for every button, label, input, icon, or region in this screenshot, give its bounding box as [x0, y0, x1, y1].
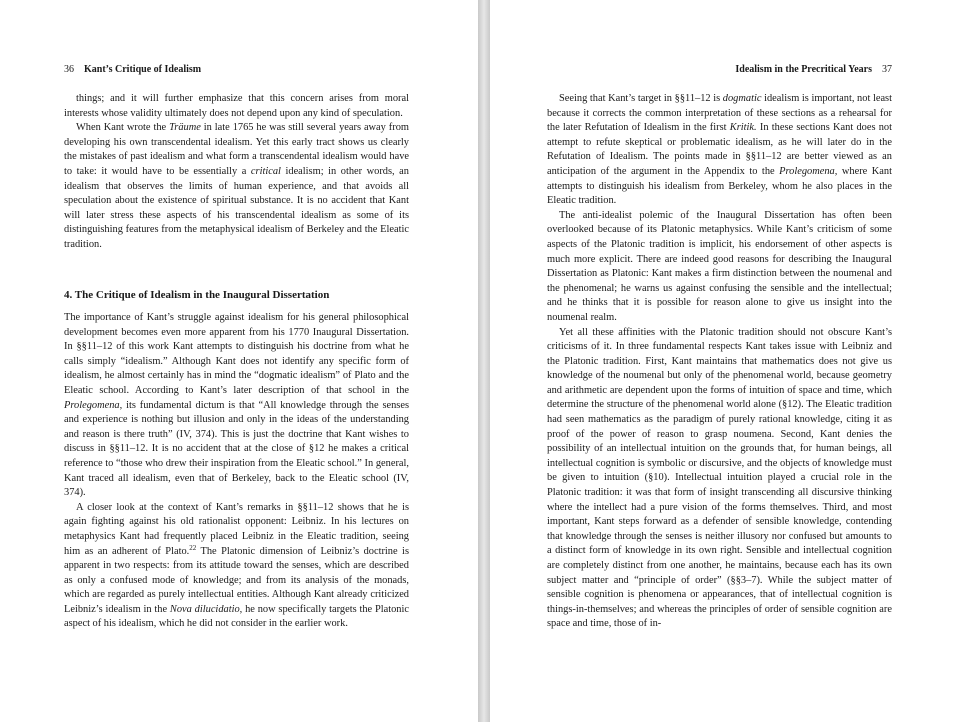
left-page-number: 36 — [64, 64, 74, 75]
right-text-block — [547, 92, 892, 632]
right-running-title: Idealism in the Precritical Years — [735, 64, 872, 75]
section-heading: 4. The Critique of Idealism in the Inaugural Dissertation — [64, 289, 330, 301]
left-text-block-1 — [64, 92, 409, 253]
right-page — [490, 0, 968, 722]
left-text-block-2 — [64, 311, 409, 632]
footnote-marker: 22 — [189, 543, 197, 552]
left-running-head — [64, 64, 201, 75]
paragraph: Yet all these affinities with the Platonic tradition should not obscure Kant’s criticisms of it. In three fundamental respects Kant takes issue with Leibniz and the Platonic tradition. First, Kant maintains that mathematics does not give us knowledge of the noumenal but only of the phenomenal world, because geometry and arithmetic are dependent upon the forms of intuition of space and time, which determine the structure of the phenomenal world alone (§12). The Eleatic tradition had seen mathematics as the paradigm of purely rational knowledge, citing it as proof of the power of reason to grasp noumena. Second, Kant denies the possibility of an intellectual intuition on the grounds that, for human beings, all intellectual cognition is symbolic or discursive, and the objects of knowledge must be given to intuition (§10). Intellectual intuition played a crucial role in the Platonic tradition: it was that form of insight transcending all discursive thinking where the intellect had a pure vision of the forms themselves. Third, and most important, Kant steps forward as a defender of sensible knowledge, contending that knowledge through the senses is neither illusory nor confused but amounts to a distinct form of knowledge in its own right. Sensible and intellectual cognition are completely distinct from one another, he maintains, because each has its own subject matter and “principle of order” (§§3–7). While the subject matter of sensible cognition is phenomena or appearances, that of intellectual cognition is things-in-themselves; and whereas the principles of order of sensible cognition are space and time, those of in- — [547, 326, 892, 630]
paragraph: Seeing that Kant’s target in §§11–12 is dogmatic idealism is important, not least because it corrects the common interpretation of these sections as a rehearsal for the later Refutation of Idealism in the first Kritik. In these sections Kant does not attempt to refute skeptical or problematic idealism, as he will later do in the Refutation of Idealism. The points made in §§11–12 are better viewed as an anticipation of the argument in the Appendix to the Prolegomena, where Kant attempts to distinguish his idealism from Berkeley, whom he also places in the Eleatic tradition. — [547, 93, 892, 207]
left-running-title: Kant’s Critique of Idealism — [84, 64, 202, 75]
left-page — [0, 0, 478, 722]
paragraph: things; and it will further emphasize that this concern arises from moral interests whose validity ultimately does not depend upon any kind of speculation. — [64, 93, 409, 119]
right-page-number: 37 — [882, 64, 892, 75]
paragraph: When Kant wrote the Träume in late 1765 he was still several years away from developing his own transcendental idealism. Yet this early tract shows us clearly the mistakes of past idealism and what form a transcendental idealism would have to take: it would have to be essentially a critical idealism; in other words, an idealism that observes the limits of human experience, and that avoids all speculation about the existence of spiritual substance. It is no accident that Kant will later stress these aspects of his transcendental idealism as some of its distinguishing features from the metaphysical idealism of Berkeley and the Eleatic tradition. — [64, 122, 409, 250]
page-gutter — [478, 0, 490, 722]
paragraph: A closer look at the context of Kant’s remarks in §§11–12 shows that he is again fighting against his old rationalist opponent: Leibniz. In his lectures on metaphysics Kant had frequently placed Leibniz in the Eleatic tradition, seeing him as an adherent of Plato.$^{22}$ The Platonic dimension of Leibniz’s doctrine is apparent in two respects: from its attitude toward the senses, which are described as only a confused mode of knowledge; and from its analysis of the monads, which are regarded as purely intellectual entities. Although Kant already criticized Leibniz’s idealism in the Nova dilucidatio, he now specifically targets the Platonic aspect of his idealism, which he did not consider in the earlier work. — [64, 501, 410, 630]
paragraph: The importance of Kant’s struggle against idealism for his general philosophical development becomes even more apparent from his 1770 Inaugural Dissertation. In §§11–12 of this work Kant attempts to distinguish his doctrine from what he calls simply “idealism.” Although Kant does not identify any specific form of idealism, he almost certainly has in mind the “dogmatic idealism” of Plato and the Eleatic school. According to Kant’s later description of that school in the Prolegomena, its fundamental dictum is that “All knowledge through the senses and experience is nothing but illusion and only in the ideas of the understanding and reason is there truth” (IV, 374). This is just the doctrine that Kant wishes to discuss in §§11–12. It is no accident that at the close of §12 he makes a critical reference to “those who drew their inspiration from the Eleatic school.” In general, Kant traced all idealism, even that of Berkeley, back to the Eleatic school (IV, 374). — [64, 312, 409, 499]
paragraph: The anti-idealist polemic of the Inaugural Dissertation has often been overlooked because of its Platonic metaphysics. While Kant’s criticism of some aspects of the Platonic tradition is implicit, his endorsement of other aspects is much more explicit. There are indeed good reasons for describing the Inaugural Dissertation as Platonic: Kant makes a firm distinction between the noumenal and the phenomenal; he warns us against confusing the sensible and the intellectual; and he thinks that it is possible for reason alone to give us insight into the noumenal realm. — [547, 209, 892, 323]
right-running-head — [735, 64, 892, 75]
